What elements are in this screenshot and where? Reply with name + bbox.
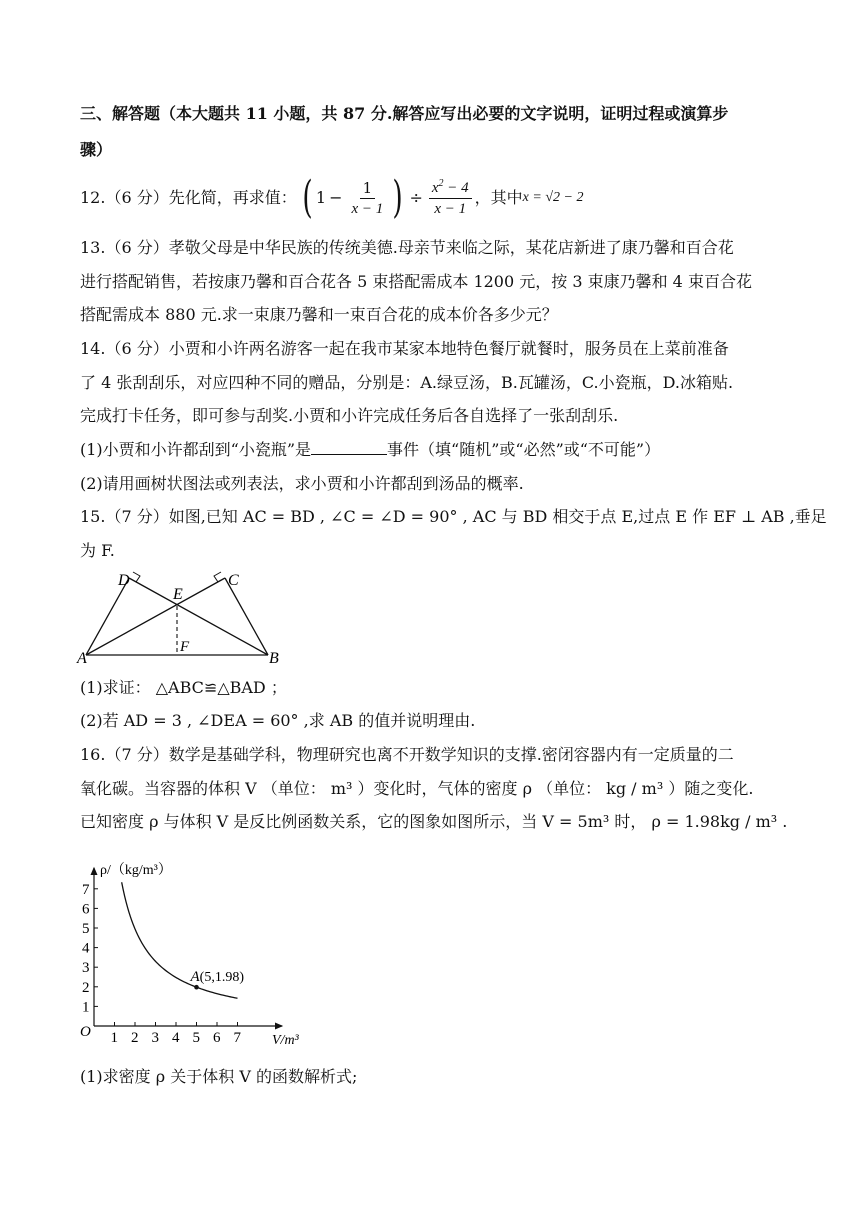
label-f: F (180, 639, 190, 655)
label-c: C (228, 572, 239, 589)
q12-divide: ÷ (409, 188, 423, 207)
q12-fraction-1 (348, 179, 386, 218)
point-a-coords: (5,1.98) (199, 970, 244, 986)
q12-one: 1 (315, 188, 327, 207)
q15-part1: (1)求证： △ABC≌△BAD ； (80, 678, 287, 697)
point-a-letter: A (190, 969, 200, 986)
q12-frac2-rest: − 4 (443, 179, 469, 196)
q12-minus: − (329, 188, 343, 207)
q12-frac2-exp: 2 (438, 177, 444, 189)
q12-frac1-numerator: 1 (360, 179, 376, 199)
q12-frac2-numerator (429, 179, 472, 199)
q14-part1-before: (1)小贾和小许都刮到“小瓷瓶”是 (80, 440, 312, 459)
y-tick-label: 4 (82, 940, 90, 957)
q14-line3: 完成打卡任务，即可参与刮奖.小贾和小许完成任务后各自选择了一张刮刮乐. (80, 406, 619, 425)
label-e: E (173, 586, 183, 603)
q16-line2: 氧化碳。当容器的体积 V （单位： m³ ）变化时，气体的密度 ρ （单位： kg / m³ ）随之变化. (80, 779, 754, 798)
q12-fraction-2 (429, 179, 472, 218)
x-axis-label: V/m³ (272, 1033, 299, 1048)
q14-line1: 14.（6 分）小贾和小许两名游客一起在我市某家本地特色餐厅就餐时，服务员在上菜前准备 (80, 339, 729, 358)
q12-condition: x = √2 − 2 (522, 190, 584, 205)
section-header-line2: 骤） (80, 140, 113, 159)
q14-part2: (2)请用画树状图法或列表法，求小贾和小许都刮到汤品的概率. (80, 474, 524, 493)
q12-expression (299, 172, 475, 223)
q13-line2: 进行搭配销售，若按康乃馨和百合花各 5 束搭配需成本 1200 元，按 3 束康乃馨和 4 束百合花 (80, 272, 752, 291)
q15-part2: (2)若 AD = 3 , ∠DEA = 60° ,求 AB 的值并说明理由. (80, 711, 476, 730)
answer-blank[interactable] (311, 440, 387, 455)
q15-line2: 为 F. (80, 541, 115, 560)
y-tick-label: 1 (82, 999, 90, 1016)
label-a: A (77, 650, 87, 666)
question-12 (80, 172, 790, 224)
q14-line2: 了 4 张刮刮乐，对应四种不同的赠品，分别是：A.绿豆汤，B.瓦罐汤，C.小瓷瓶，D.冰箱贴. (80, 373, 734, 392)
inverse-function-graph (72, 848, 312, 1048)
point-a-marker (194, 985, 199, 990)
y-tick-label: 2 (82, 979, 90, 996)
q16-part1: (1)求密度 ρ 关于体积 V 的函数解析式; (80, 1067, 358, 1086)
q12-condition-prefix: ，其中 (474, 188, 523, 207)
x-tick-label: 3 (151, 1030, 159, 1046)
x-tick-label: 6 (213, 1030, 221, 1046)
q13-line1: 13.（6 分）孝敬父母是中华民族的传统美德.母亲节来临之际，某花店新进了康乃馨和百合花 (80, 238, 734, 257)
q12-prefix: 12.（6 分）先化简，再求值： (80, 188, 297, 207)
left-paren: ( (302, 172, 313, 223)
q13-line3: 搭配需成本 880 元.求一束康乃馨和一束百合花的成本价各多少元？ (80, 305, 558, 324)
q15-line1: 15.（7 分）如图,已知 AC = BD , ∠C = ∠D = 90° , AC 与 BD 相交于点 E,过点 E 作 EF ⊥ AB ,垂足 (80, 507, 827, 526)
right-paren: ) (392, 172, 404, 223)
y-tick-label: 7 (82, 881, 90, 898)
y-tick-group (82, 882, 98, 1016)
point-a-label (190, 969, 245, 985)
x-tick-label: 2 (131, 1030, 139, 1046)
origin-label: O (80, 1024, 91, 1040)
q16-line3: 已知密度 ρ 与体积 V 是反比例函数关系，它的图象如图所示，当 V = 5m³ 时， ρ = 1.98kg / m³ . (80, 812, 788, 831)
label-d: D (118, 572, 130, 589)
label-b: B (269, 650, 279, 666)
section-header-line1: 三、解答题（本大题共 11 小题，共 87 分.解答应写出必要的文字说明，证明过程或演算步 (80, 104, 729, 123)
x-tick-label: 7 (233, 1030, 241, 1046)
triangle-diagram (76, 566, 296, 666)
x-tick-label: 1 (110, 1030, 118, 1046)
q12-frac2-denominator: x − 1 (434, 200, 467, 217)
x-tick-label: 5 (192, 1030, 200, 1046)
q14-part1-after: 事件（填“随机”或“必然”或“不可能”） (387, 440, 661, 459)
y-tick-label: 5 (82, 921, 90, 937)
q16-line1: 16.（7 分）数学是基础学科，物理研究也离不开数学知识的支撑.密闭容器内有一定质量的二 (80, 745, 734, 764)
y-tick-label: 3 (82, 960, 90, 977)
x-tick-label: 4 (172, 1030, 180, 1046)
q14-part1 (80, 440, 790, 460)
q12-frac2-base: x (431, 179, 439, 196)
q12-frac1-denominator: x − 1 (351, 200, 384, 217)
y-axis-label: ρ/（kg/m³） (100, 863, 172, 878)
y-tick-label: 6 (82, 901, 90, 918)
